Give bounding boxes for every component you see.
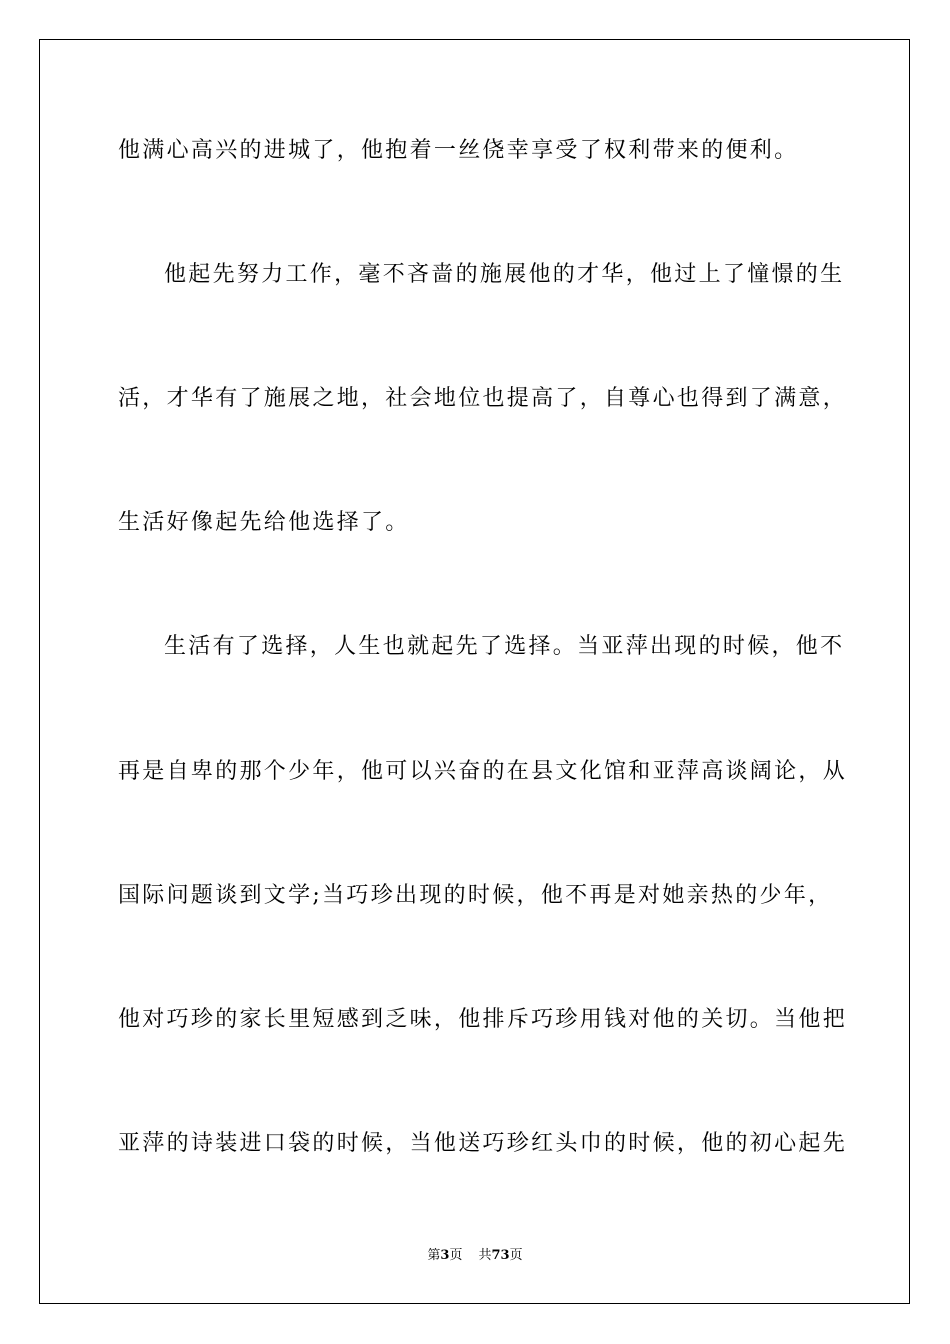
body-line-7: 国际问题谈到文学;当巧珍出现的时候，他不再是对她亲热的少年， [118, 883, 833, 908]
body-line-1: 他满心高兴的进城了，他抱着一丝侥幸享受了权利带来的便利。 [118, 138, 799, 163]
body-line-3: 活，才华有了施展之地，社会地位也提高了，自尊心也得到了满意， [118, 386, 848, 411]
body-line-4: 生活好像起先给他选择了。 [118, 510, 410, 535]
total-suffix: 页 [509, 1248, 523, 1263]
body-line-5: 生活有了选择，人生也就起先了选择。当亚萍出现的时候，他不 [164, 634, 845, 659]
body-line-6: 再是自卑的那个少年，他可以兴奋的在县文化馆和亚萍高谈阔论，从 [118, 759, 848, 784]
body-line-8: 他对巧珍的家长里短感到乏味，他排斥巧珍用钱对他的关切。当他把 [118, 1007, 848, 1032]
page-prefix: 第 [427, 1248, 441, 1263]
total-pages: 73 [491, 1248, 510, 1263]
total-prefix: 共 [478, 1248, 492, 1263]
page-suffix: 页 [449, 1248, 463, 1263]
page-number: 3 [440, 1248, 450, 1263]
page-footer [0, 1248, 950, 1264]
body-line-9: 亚萍的诗装进口袋的时候，当他送巧珍红头巾的时候，他的初心起先 [118, 1131, 848, 1156]
body-line-2: 他起先努力工作，毫不吝啬的施展他的才华，他过上了憧憬的生 [164, 262, 845, 287]
page-border [39, 39, 910, 1304]
